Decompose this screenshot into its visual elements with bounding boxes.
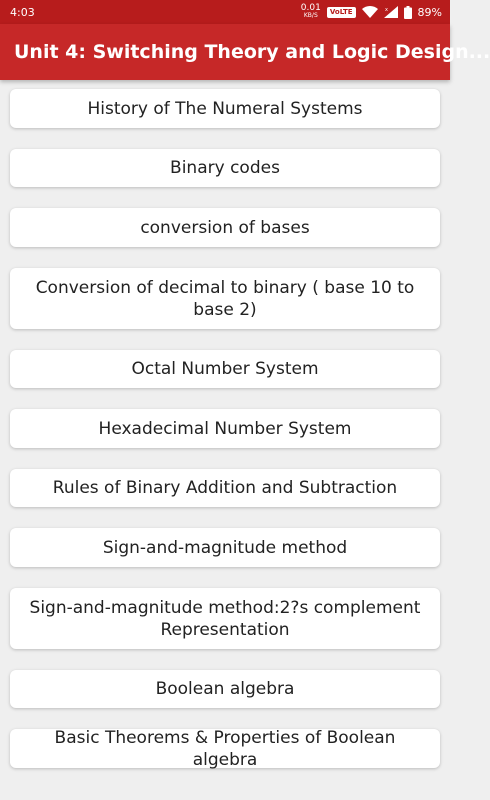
topic-label: conversion of bases bbox=[140, 217, 310, 238]
topic-label: Sign-and-magnitude method bbox=[102, 537, 348, 558]
network-speed bbox=[301, 4, 321, 20]
topic-item[interactable] bbox=[10, 268, 440, 329]
topic-label: Octal Number System bbox=[131, 359, 319, 379]
topic-label: Hexadecimal Number System bbox=[98, 418, 352, 439]
app-bar bbox=[0, 24, 490, 80]
topic-label: History of The Numeral Systems bbox=[87, 98, 363, 119]
battery-icon bbox=[404, 6, 412, 19]
topic-item[interactable] bbox=[10, 588, 440, 649]
network-speed-value: 0.01 bbox=[300, 3, 321, 13]
wifi-icon bbox=[362, 6, 378, 18]
topic-item[interactable] bbox=[10, 208, 440, 247]
topic-item[interactable] bbox=[10, 729, 440, 768]
topic-label: Boolean algebra bbox=[155, 679, 295, 699]
topic-item[interactable] bbox=[10, 350, 440, 388]
topic-item[interactable] bbox=[10, 409, 440, 448]
volte-icon: VoLTE bbox=[327, 7, 356, 18]
topic-label: Basic Theorems & Properties of Boolean algebra bbox=[54, 727, 396, 770]
status-time: 4:03 bbox=[10, 5, 35, 19]
signal-icon bbox=[384, 6, 398, 18]
topic-label: Rules of Binary Addition and Subtraction bbox=[52, 478, 398, 498]
topic-item[interactable] bbox=[10, 149, 440, 187]
topic-label: Conversion of decimal to binary ( base 10 to base 2) bbox=[35, 277, 415, 320]
topic-item[interactable] bbox=[10, 89, 440, 128]
topic-label: Binary codes bbox=[170, 158, 280, 178]
topic-item[interactable] bbox=[10, 670, 440, 708]
network-speed-unit: KB/S bbox=[303, 12, 318, 19]
page-title: Unit 4: Switching Theory and Logic Design... bbox=[14, 41, 490, 63]
topic-item[interactable] bbox=[10, 469, 440, 507]
topic-label: Sign-and-magnitude method:2?s complement Representation bbox=[29, 597, 421, 640]
status-bar bbox=[0, 0, 450, 24]
battery-percent: 89% bbox=[417, 5, 442, 19]
topic-item[interactable] bbox=[10, 528, 440, 567]
status-icons bbox=[301, 4, 442, 20]
svg-text:x: x bbox=[384, 7, 388, 13]
